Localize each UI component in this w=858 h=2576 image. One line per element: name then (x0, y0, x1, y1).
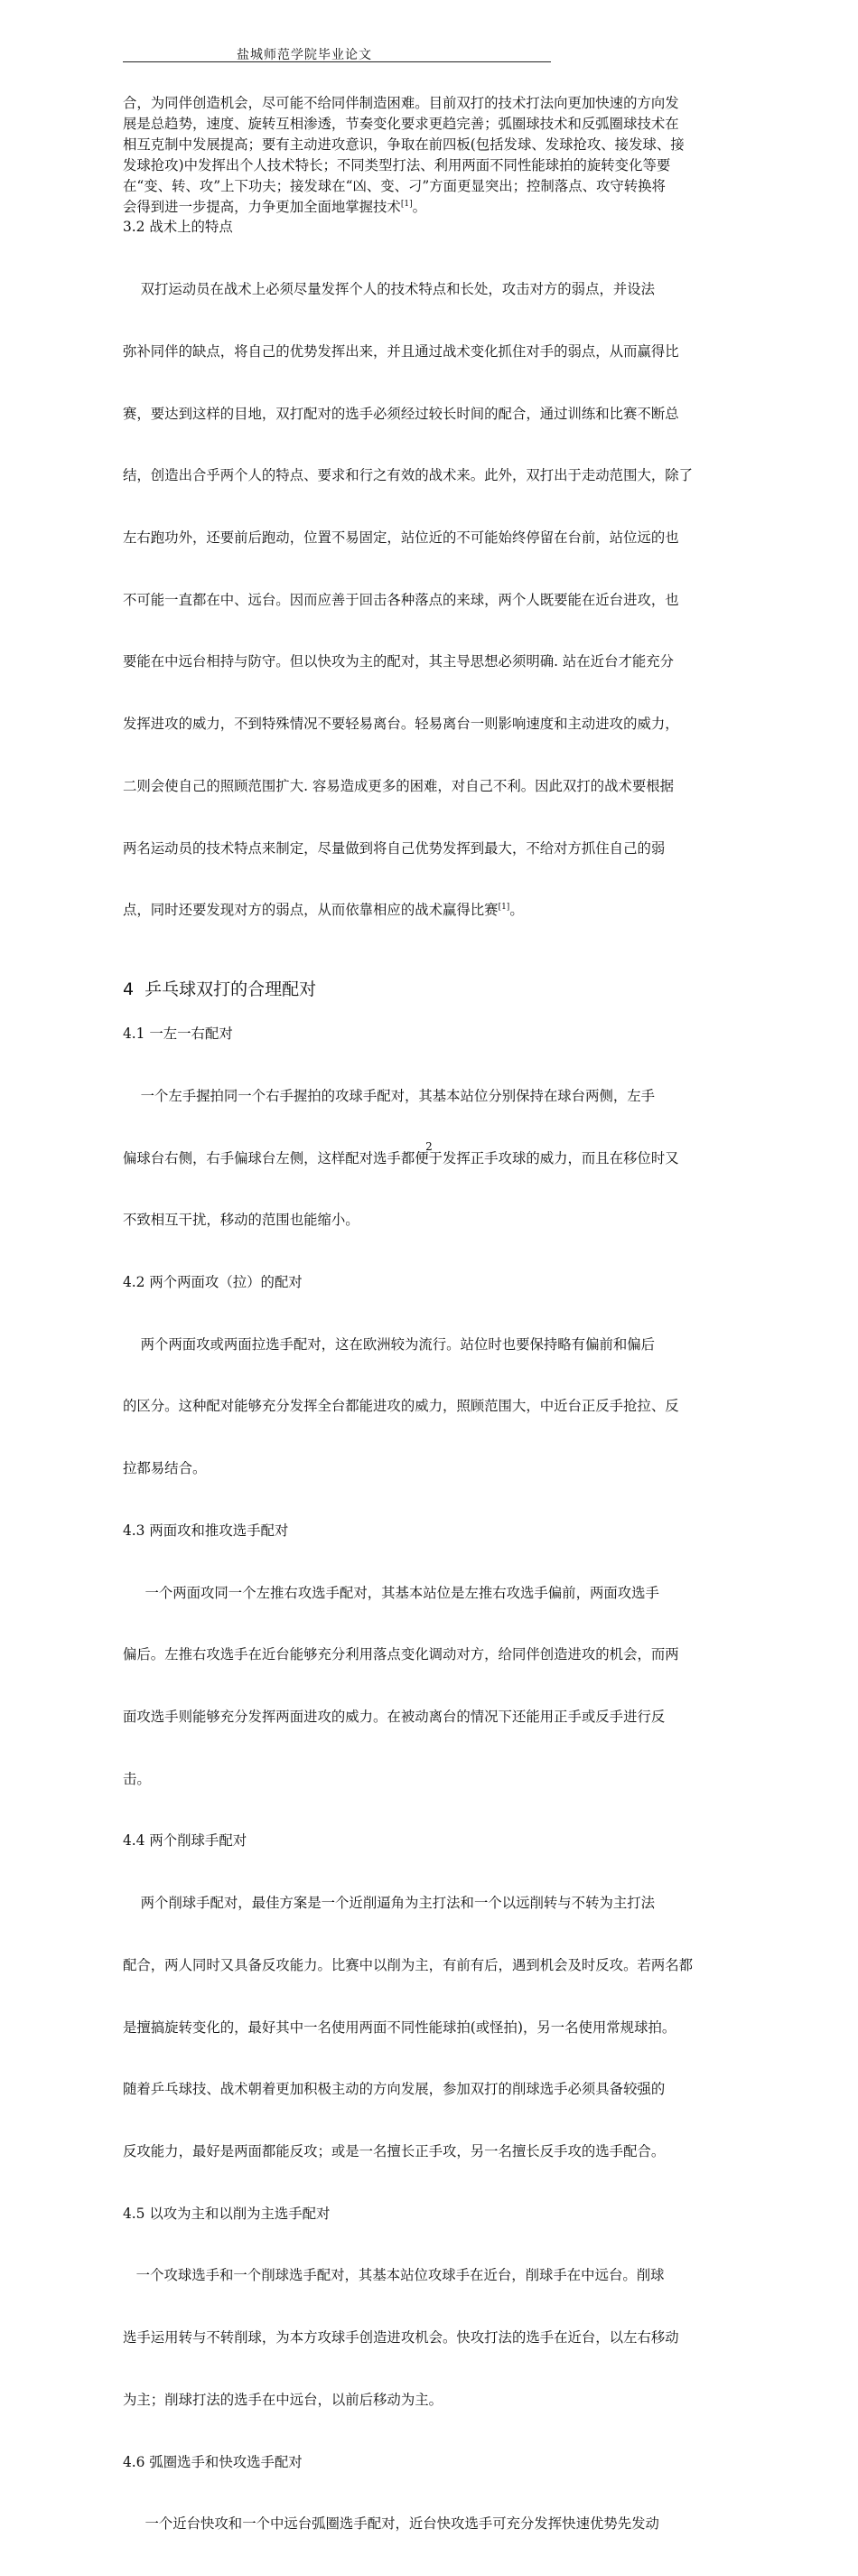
header-title: 盐城师范学院毕业论文 (237, 45, 372, 63)
text-line (123, 900, 737, 921)
text-line: 两个两面攻或两面拉选手配对，这在欧洲较为流行。站位时也要保持略有偏前和偏后 (123, 1335, 737, 1355)
text-line: 赛，要达到这样的目地，双打配对的选手必须经过较长时间的配合，通过训练和比赛不断总 (123, 404, 737, 425)
text-line: 是擅搞旋转变化的，最好其中一名使用两面不同性能球拍(或怪拍)，另一名使用常规球拍。 (123, 2018, 737, 2038)
text-fragment: 。 (509, 902, 523, 918)
chapter-heading-4: 4 乒乓球双打的合理配对 (123, 978, 737, 1001)
paragraph-4-1 (123, 1044, 737, 1272)
text-line: 一个左手握拍同一个右手握拍的攻球手配对，其基本站位分别保持在球台两侧，左手 (123, 1086, 737, 1107)
text-line: 偏球台右侧，右手偏球台左侧，这样配对选手都便于发挥正手攻球的威力，而且在移位时又 (123, 1148, 737, 1169)
text-line: 面攻选手则能够充分发挥两面进攻的威力。在被动离台的情况下还能用正手或反手进行反 (123, 1707, 737, 1728)
text-line: 合，为同伴创造机会，尽可能不给同伴制造困难。目前双打的技术打法向更加快速的方向发 (123, 93, 737, 114)
text-line: 两个削球手配对，最佳方案是一个近削逼角为主打法和一个以远削转与不转为主打法 (123, 1893, 737, 1914)
citation: [1] (499, 903, 510, 912)
section-heading-4-2: 4.2 两个两面攻（拉）的配对 (123, 1272, 737, 1293)
text-line: 弥补同伴的缺点，将自己的优势发挥出来，并且通过战术变化抓住对手的弱点，从而赢得比 (123, 342, 737, 362)
citation: [1] (401, 200, 413, 209)
section-heading-4-1: 4.1 一左一右配对 (123, 1024, 737, 1044)
text-line: 一个攻球选手和一个削球选手配对，其基本站位攻球手在近台，削球手在中远台。削球 (123, 2265, 737, 2286)
section-heading-4-4: 4.4 两个削球手配对 (123, 1831, 737, 1851)
text-line: 不致相互干扰，移动的范围也能缩小。 (123, 1210, 737, 1231)
paragraph-4-4 (123, 1851, 737, 2203)
text-line: 双打运动员在战术上必须尽量发挥个人的技术特点和长处，攻击对方的弱点，并设法 (123, 279, 737, 300)
text-line: 一个两面攻同一个左推右攻选手配对，其基本站位是左推右攻选手偏前，两面攻选手 (123, 1583, 737, 1604)
text-fragment: 会得到进一步提高，力争更加全面地掌握技术 (123, 199, 401, 215)
text-line: 二则会使自己的照顾范围扩大. 容易造成更多的困难，对自己不利。因此双打的战术要根据 (123, 776, 737, 797)
text-line: 反攻能力，最好是两面都能反攻；或是一名擅长正手攻，另一名擅长反手攻的选手配合。 (123, 2141, 737, 2162)
text-line: 拉都易结合。 (123, 1458, 737, 1479)
text-line: 发球抢攻)中发挥出个人技术特长；不同类型打法、利用两面不同性能球拍的旋转变化等要 (123, 155, 737, 176)
text-line: 不可能一直都在中、远台。因而应善于回击各种落点的来球，两个人既要能在近台进攻，也 (123, 590, 737, 611)
page-header (0, 45, 858, 63)
text-line: 要能在中远台相持与防守。但以快攻为主的配对，其主导思想必须明确. 站在近台才能充分 (123, 651, 737, 672)
text-line: 两名运动员的技术特点来制定，尽量做到将自己优势发挥到最大，不给对方抓住自己的弱 (123, 838, 737, 859)
text-line: 配合，两人同时又具备反攻能力。比赛中以削为主，有前有后，遇到机会及时反攻。若两名都 (123, 1955, 737, 1976)
text-fragment: 点，同时还要发现对方的弱点，从而依靠相应的战术赢得比赛 (123, 902, 499, 918)
text-line: 偏后。左推右攻选手在近台能够充分利用落点变化调动对方，给同伴创造进攻的机会，而两 (123, 1644, 737, 1665)
section-heading-4-3: 4.3 两面攻和推攻选手配对 (123, 1521, 737, 1541)
section-heading-3-2: 3.2 战术上的特点 (123, 217, 737, 238)
paragraph-3-1-continued (123, 93, 737, 217)
page-number: 2 (0, 1140, 858, 1153)
text-line: 发挥进攻的威力，不到特殊情况不要轻易离台。轻易离台一则影响速度和主动进攻的威力， (123, 714, 737, 735)
section-heading-4-6: 4.6 弧圈选手和快攻选手配对 (123, 2452, 737, 2473)
paragraph-3-2 (123, 238, 737, 962)
text-line: 随着乒乓球技、战术朝着更加积极主动的方向发展，参加双打的削球选手必须具备较强的 (123, 2079, 737, 2100)
text-fragment: 。 (413, 199, 426, 215)
text-line: 一个近台快攻和一个中远台弧圈选手配对，近台快攻选手可充分发挥快速优势先发动 (123, 2514, 737, 2534)
paragraph-4-6 (123, 2473, 737, 2576)
document-body (123, 93, 737, 2576)
text-line: 结，创造出合乎两个人的特点、要求和行之有效的战术来。此外，双打出于走动范围大，除了 (123, 465, 737, 486)
paragraph-4-3 (123, 1541, 737, 1831)
text-line: 击。 (123, 1769, 737, 1790)
paragraph-4-2 (123, 1293, 737, 1521)
text-line: 在“变、转、攻”上下功夫；接发球在“凶、变、刁”方面更显突出；控制落点、攻守转换将 (123, 176, 737, 197)
text-line: 左右跑功外，还要前后跑动，位置不易固定，站位近的不可能始终停留在台前，站位远的也 (123, 528, 737, 548)
paragraph-4-5 (123, 2225, 737, 2452)
text-line: 选手运用转与不转削球，为本方攻球手创造进攻机会。快攻打法的选手在近台，以左右移动 (123, 2328, 737, 2348)
text-line: 为主；削球打法的选手在中远台，以前后移动为主。 (123, 2390, 737, 2411)
text-line: 相互克制中发展提高；要有主动进攻意识，争取在前四板(包括发球、发球抢攻、接发球、接 (123, 135, 737, 155)
section-heading-4-5: 4.5 以攻为主和以削为主选手配对 (123, 2204, 737, 2225)
text-line: 展是总趋势，速度、旋转互相渗透，节奏变化要求更趋完善；弧圈球技术和反弧圈球技术在 (123, 114, 737, 135)
header-rule (123, 61, 551, 62)
text-line (123, 197, 737, 218)
text-line: 的区分。这种配对能够充分发挥全台都能进攻的威力，照顾范围大，中近台正反手抢拉、反 (123, 1396, 737, 1417)
